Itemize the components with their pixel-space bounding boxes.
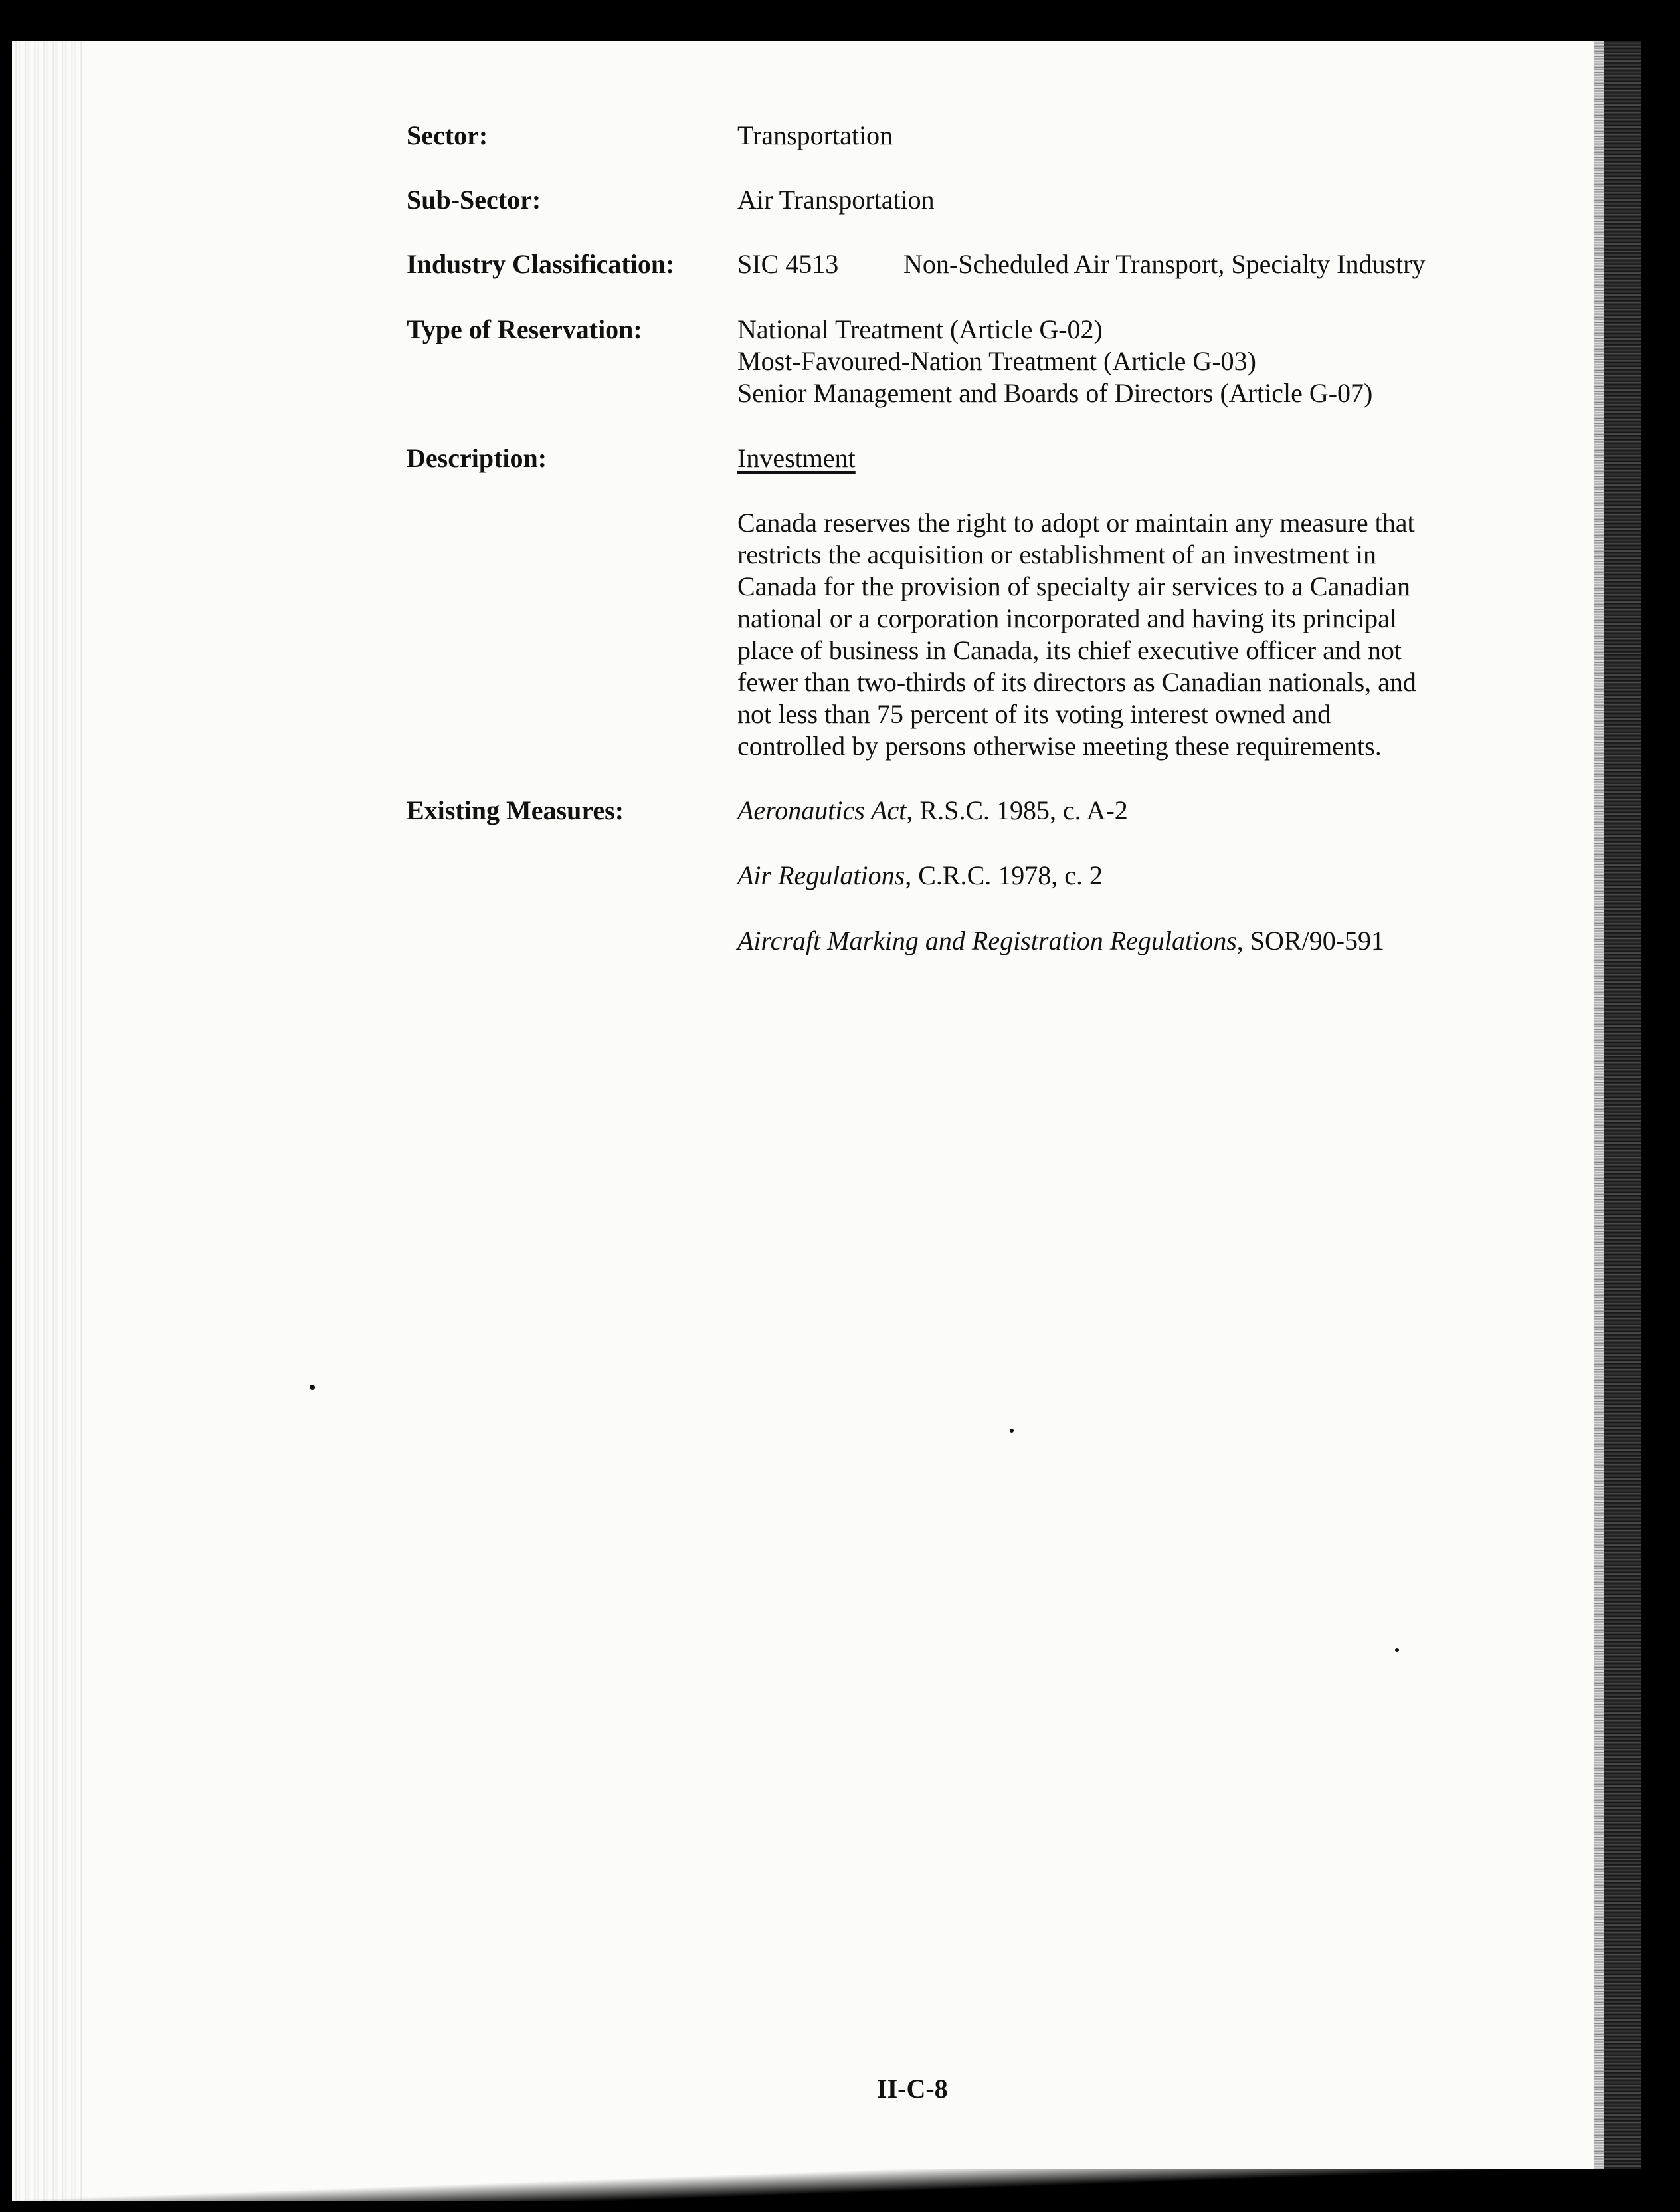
measure-title: Air Regulations	[737, 860, 905, 890]
scan-left-edge	[12, 41, 82, 2201]
measure-item	[737, 795, 1128, 827]
industry-classification-code: SIC 4513	[737, 249, 839, 279]
scan-speck	[1395, 1648, 1399, 1652]
scan-speck	[310, 1385, 315, 1390]
description-line: fewer than two-thirds of its directors as Canadian nationals, and	[737, 667, 1416, 697]
sub-sector-label: Sub-Sector:	[407, 185, 541, 215]
description-line: controlled by persons otherwise meeting these requirements.	[737, 731, 1382, 761]
document-page	[12, 41, 1641, 2201]
description-line: Canada reserves the right to adopt or maintain any measure that	[737, 508, 1415, 538]
description-line: place of business in Canada, its chief executive officer and not	[737, 635, 1402, 665]
type-of-reservation-label: Type of Reservation:	[407, 314, 642, 344]
sub-sector-value: Air Transportation	[737, 185, 935, 215]
description-heading: Investment	[737, 443, 856, 473]
scan-bottom-edge	[12, 2169, 1641, 2201]
sector-value: Transportation	[737, 120, 893, 150]
existing-measures-label: Existing Measures:	[407, 795, 624, 825]
scan-right-edge	[1594, 41, 1641, 2201]
description-line: restricts the acquisition or establishment of an investment in	[737, 540, 1377, 569]
industry-classification-label: Industry Classification:	[407, 249, 675, 279]
description-label: Description:	[407, 443, 547, 473]
measure-item	[737, 860, 1103, 892]
reservation-line: National Treatment (Article G-02)	[737, 314, 1103, 344]
reservation-line: Senior Management and Boards of Directors (Article G-07)	[737, 378, 1373, 408]
measure-title: Aeronautics Act	[737, 795, 907, 825]
reservation-line: Most-Favoured-Nation Treatment (Article G-03)	[737, 346, 1256, 376]
description-line: national or a corporation incorporated and having its principal	[737, 603, 1398, 633]
description-line: Canada for the provision of specialty air services to a Canadian	[737, 571, 1410, 601]
sector-label: Sector:	[407, 120, 488, 150]
measure-item	[737, 925, 1384, 957]
measure-title: Aircraft Marking and Registration Regulations	[737, 926, 1237, 955]
measure-citation: , R.S.C. 1985, c. A-2	[906, 795, 1128, 825]
measure-citation: , SOR/90-591	[1236, 926, 1385, 955]
measure-citation: , C.R.C. 1978, c. 2	[905, 860, 1103, 890]
industry-classification-value: Non-Scheduled Air Transport, Specialty Industry	[903, 249, 1426, 279]
scan-speck	[1010, 1429, 1014, 1433]
description-line: not less than 75 percent of its voting interest owned and	[737, 699, 1331, 729]
page-number: II-C-8	[877, 2074, 948, 2104]
